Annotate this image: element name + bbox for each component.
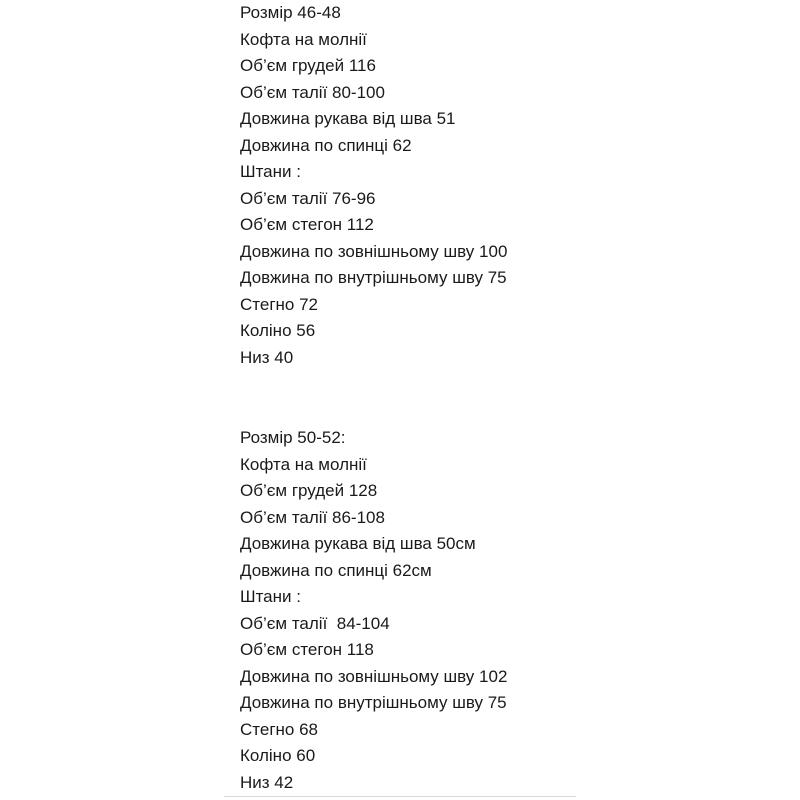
size-chart-text	[240, 0, 660, 792]
size-block-50-52	[240, 425, 507, 796]
pants-waist-measurement: Об’єм талії 76-96	[240, 188, 376, 208]
thigh-measurement: Стегно 72	[240, 294, 319, 314]
hem-measurement: Низ 40	[240, 347, 294, 367]
pants-heading: Штани :	[240, 162, 301, 181]
sleeve-length: Довжина рукава від шва 51	[240, 109, 456, 128]
outer-seam-length: Довжина по зовнішньому шву 100	[240, 241, 508, 261]
chest-measurement: Об’єм грудей 128	[240, 481, 378, 500]
pants-waist-measurement: Об’єм талії 84-104	[240, 613, 390, 633]
size-heading: Розмір 46-48	[240, 3, 341, 22]
pants-heading: Штани :	[240, 587, 301, 606]
hips-measurement: Об’єм стегон 112	[240, 215, 374, 234]
bottom-divider	[224, 796, 576, 797]
inner-seam-length: Довжина по внутрішньому шву 75	[240, 693, 507, 712]
size-block-46-48	[240, 0, 660, 371]
back-length: Довжина по спинці 62	[240, 135, 412, 155]
knee-measurement: Коліно 56	[240, 321, 316, 340]
hips-measurement: Об’єм стегон 118	[240, 640, 374, 659]
thigh-measurement: Стегно 68	[240, 719, 319, 739]
hem-measurement: Низ 42	[240, 772, 294, 792]
inner-seam-length: Довжина по внутрішньому шву 75	[240, 268, 507, 287]
jacket-heading: Кофта на молнії	[240, 29, 367, 49]
knee-measurement: Коліно 60	[240, 746, 316, 765]
jacket-waist-measurement: Об’єм талії 80-100	[240, 82, 385, 102]
sleeve-length: Довжина рукава від шва 50см	[240, 534, 476, 553]
outer-seam-length: Довжина по зовнішньому шву 102	[240, 666, 508, 686]
jacket-waist-measurement: Об’єм талії 86-108	[240, 507, 385, 527]
jacket-heading: Кофта на молнії	[240, 454, 367, 474]
size-heading: Розмір 50-52:	[240, 428, 346, 447]
back-length: Довжина по спинці 62см	[240, 560, 432, 580]
chest-measurement: Об’єм грудей 116	[240, 56, 376, 75]
